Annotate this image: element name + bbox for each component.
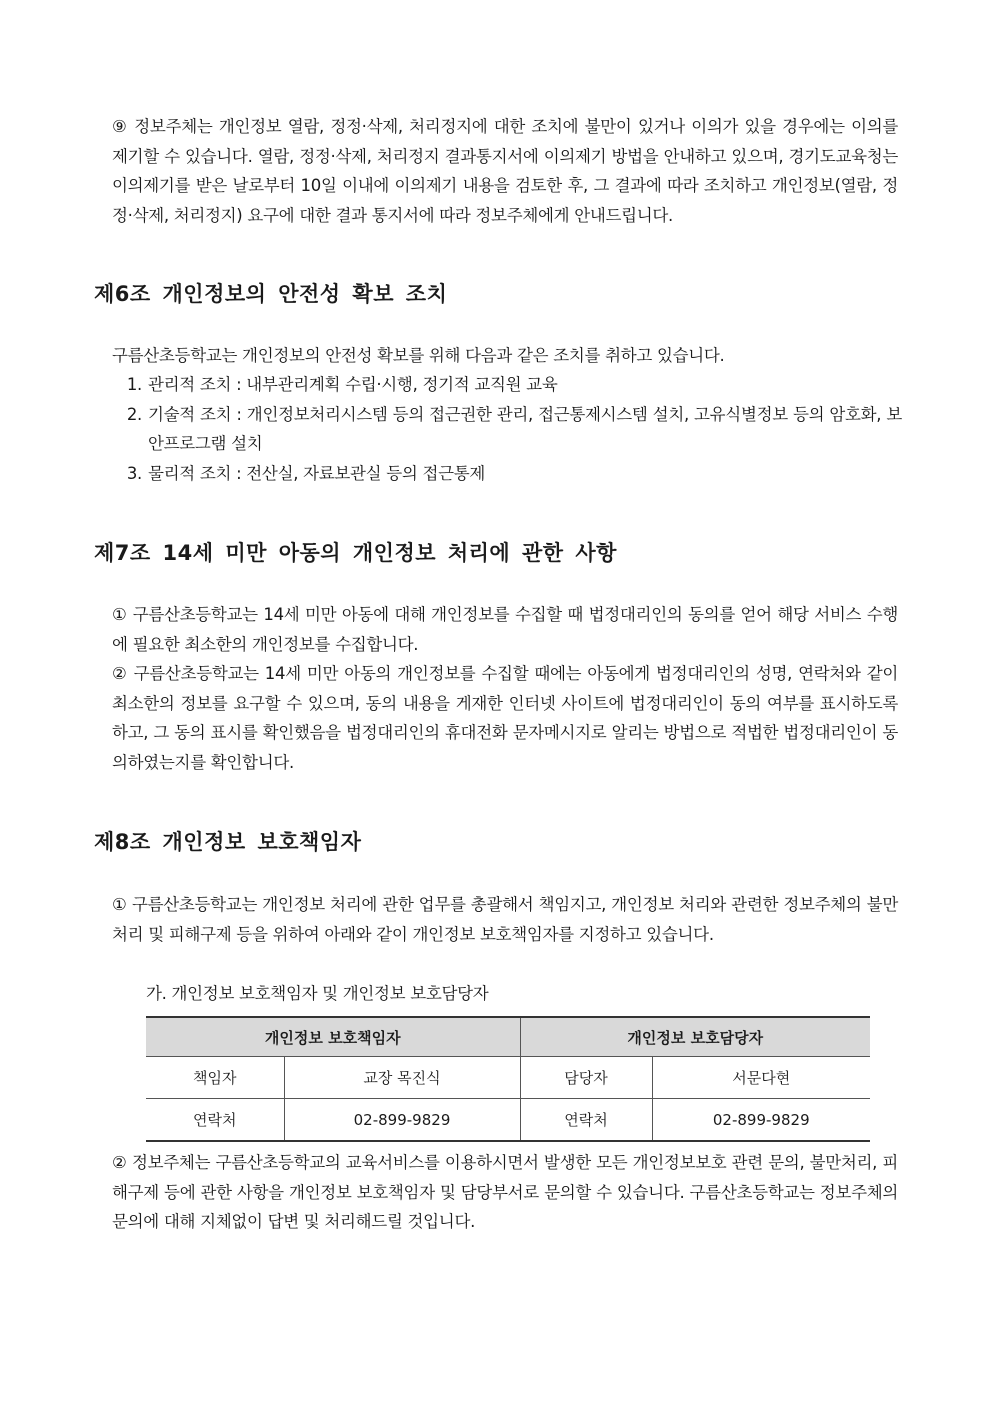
cell-label: 연락처	[520, 1099, 652, 1142]
header-privacy-officer: 개인정보 보호책임자	[146, 1017, 520, 1057]
cell-label: 담당자	[520, 1057, 652, 1099]
table-header-row	[146, 1017, 870, 1057]
table-row	[146, 1099, 870, 1142]
cell-label: 책임자	[146, 1057, 284, 1099]
list-item-number: 3.	[126, 463, 142, 483]
article8-paragraph-1: ① 구름산초등학교는 개인정보 처리에 관한 업무를 총괄해서 책임지고, 개인정보 처리와 관련한 정보주체의 불만처리 및 피해구제 등을 위하여 아래와 같이 개인정보 보호책임자를 지정하고 있습니다.	[112, 895, 898, 944]
cell-label: 연락처	[146, 1099, 284, 1142]
table-row	[146, 1057, 870, 1099]
privacy-officer-table	[146, 1016, 870, 1142]
cell-value: 02-899-9829	[284, 1099, 520, 1142]
cell-value: 교장 목진식	[284, 1057, 520, 1099]
list-item-text: 물리적 조치 : 전산실, 자료보관실 등의 접근통제	[148, 463, 486, 483]
article6-intro: 구름산초등학교는 개인정보의 안전성 확보를 위해 다음과 같은 조치를 취하고 있습니다.	[112, 346, 725, 365]
list-item	[112, 400, 902, 459]
article6-measure-list	[112, 370, 902, 488]
article6-heading: 제6조 개인정보의 안전성 확보 조치	[94, 282, 448, 306]
table-caption: 가. 개인정보 보호책임자 및 개인정보 보호담당자	[146, 984, 489, 1003]
list-item	[112, 370, 902, 400]
article7-heading: 제7조 14세 미만 아동의 개인정보 처리에 관한 사항	[94, 541, 617, 565]
article5-paragraph-9: ⑨ 정보주체는 개인정보 열람, 정정·삭제, 처리정지에 대한 조치에 불만이 있거나 이의가 있을 경우에는 이의를 제기할 수 있습니다. 열람, 정정·삭제, 처리정지 결과통지서에 이의제기 방법을 안내하고 있으며, 경기도교육청는 이의제기를 받은 날로부터 10일 이내에 이의제기 내용을 검토한 후, 그 결과에 따라 조치하고 개인정보(열람, 정정·삭제, 처리정지) 요구에 대한 결과 통지서에 따라 정보주체에게 안내드립니다.	[112, 117, 898, 225]
list-item-number: 2.	[126, 404, 142, 424]
article7-paragraph-2: ② 구름산초등학교는 14세 미만 아동의 개인정보를 수집할 때에는 아동에게 법정대리인의 성명, 연락처와 같이 최소한의 정보를 요구할 수 있으며, 동의 내용을 게재한 인터넷 사이트에 법정대리인이 동의 여부를 표시하도록 하고, 그 동의 표시를 확인했음을 법정대리인의 휴대전화 문자메시지로 알리는 방법으로 적법한 법정대리인이 동의하였는지를 확인합니다.	[112, 664, 898, 772]
article8-paragraph-2: ② 정보주체는 구름산초등학교의 교육서비스를 이용하시면서 발생한 모든 개인정보보호 관련 문의, 불만처리, 피해구제 등에 관한 사항을 개인정보 보호책임자 및 담당부서로 문의할 수 있습니다. 구름산초등학교는 정보주체의 문의에 대해 지체없이 답변 및 처리해드릴 것입니다.	[112, 1153, 898, 1231]
cell-value: 서문다현	[652, 1057, 870, 1099]
header-privacy-manager: 개인정보 보호담당자	[520, 1017, 870, 1057]
cell-value: 02-899-9829	[652, 1099, 870, 1142]
list-item-text: 관리적 조치 : 내부관리계획 수립·시행, 정기적 교직원 교육	[148, 375, 558, 394]
list-item	[112, 459, 902, 489]
article8-heading: 제8조 개인정보 보호책임자	[94, 830, 362, 854]
article7-paragraph-1: ① 구름산초등학교는 14세 미만 아동에 대해 개인정보를 수집할 때 법정대리인의 동의를 얻어 해당 서비스 수행에 필요한 최소한의 개인정보를 수집합니다.	[112, 605, 898, 654]
list-item-number: 1.	[126, 375, 142, 394]
list-item-text: 기술적 조치 : 개인정보처리시스템 등의 접근권한 관리, 접근통제시스템 설치, 고유식별정보 등의 암호화, 보안프로그램 설치	[148, 404, 902, 453]
